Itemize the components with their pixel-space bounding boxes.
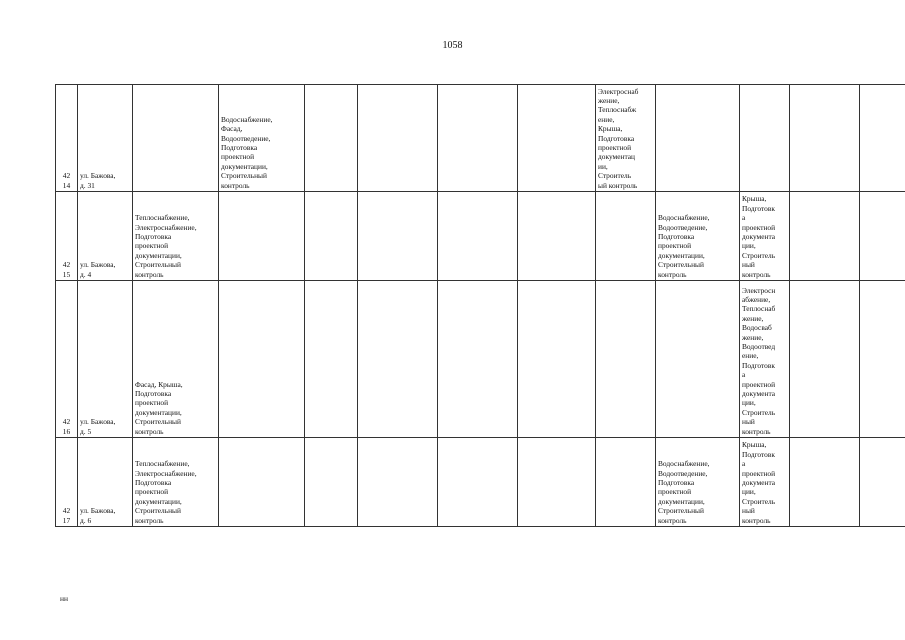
works-cell: Водоснабжение, Фасад, Водоотведение, Подготовка проектной документации, Строительный контроль (219, 85, 305, 192)
works-cell (133, 85, 219, 192)
address-cell: ул. Бажова, д. 6 (78, 438, 133, 527)
row-number-cell: 42 17 (56, 438, 78, 527)
works-cell (438, 438, 518, 527)
works-cell (219, 192, 305, 281)
works-cell (305, 281, 358, 438)
works-cell (305, 85, 358, 192)
address-cell: ул. Бажова, д. 4 (78, 192, 133, 281)
works-cell (790, 438, 860, 527)
table-row (56, 281, 905, 438)
works-cell: Теплоснабжение, Электроснабжение, Подготовка проектной документации, Строительный контроль (133, 438, 219, 527)
works-cell (790, 281, 860, 438)
works-cell (656, 281, 740, 438)
works-cell (438, 281, 518, 438)
works-cell (656, 85, 740, 192)
works-cell (219, 281, 305, 438)
works-cell: Крыша, Подготовк а проектной документа ции, Строитель ный контроль (740, 438, 790, 527)
works-cell: Теплоснабжение, Электроснабжение, Подготовка проектной документации, Строительный контроль (133, 192, 219, 281)
works-cell (518, 192, 596, 281)
works-cell: Водоснабжение, Водоотведение, Подготовка проектной документации, Строительный контроль (656, 192, 740, 281)
table-row (56, 85, 905, 192)
works-cell (518, 281, 596, 438)
address-cell: ул. Бажова, д. 5 (78, 281, 133, 438)
housing-works-table (55, 84, 905, 527)
row-number-cell: 42 14 (56, 85, 78, 192)
works-cell (790, 85, 860, 192)
works-cell: Водоснабжение, Водоотведение, Подготовка проектной документации, Строительный контроль (656, 438, 740, 527)
works-cell: Электросн абжение, Теплоснаб жение, Водосваб жение, Водоотвед ение, Подготовк а проектной документа ции, Строитель ный контроль (740, 281, 790, 438)
works-cell (219, 438, 305, 527)
works-cell (518, 85, 596, 192)
works-cell (518, 438, 596, 527)
works-cell (305, 438, 358, 527)
works-cell (596, 438, 656, 527)
works-cell (596, 281, 656, 438)
works-cell (358, 438, 438, 527)
table-row (56, 438, 905, 527)
works-cell (860, 281, 905, 438)
works-cell (438, 85, 518, 192)
works-cell (790, 192, 860, 281)
footer-mark: нн (60, 594, 69, 603)
row-number-cell: 42 15 (56, 192, 78, 281)
works-cell (305, 192, 358, 281)
works-cell (438, 192, 518, 281)
works-cell (596, 192, 656, 281)
works-cell (860, 438, 905, 527)
works-cell: Крыша, Подготовк а проектной документа ции, Строитель ный контроль (740, 192, 790, 281)
works-cell: Фасад, Крыша, Подготовка проектной документации, Строительный контроль (133, 281, 219, 438)
works-cell: Электроснаб жение, Теплоснабж ение, Крыша, Подготовка проектной документац ии, Строитель ый контроль (596, 85, 656, 192)
page-number: 1058 (442, 40, 463, 51)
table-row (56, 192, 905, 281)
works-cell (358, 281, 438, 438)
works-cell (860, 85, 905, 192)
row-number-cell: 42 16 (56, 281, 78, 438)
works-cell (740, 85, 790, 192)
address-cell: ул. Бажова, д. 31 (78, 85, 133, 192)
works-cell (358, 192, 438, 281)
works-cell (358, 85, 438, 192)
works-cell (860, 192, 905, 281)
